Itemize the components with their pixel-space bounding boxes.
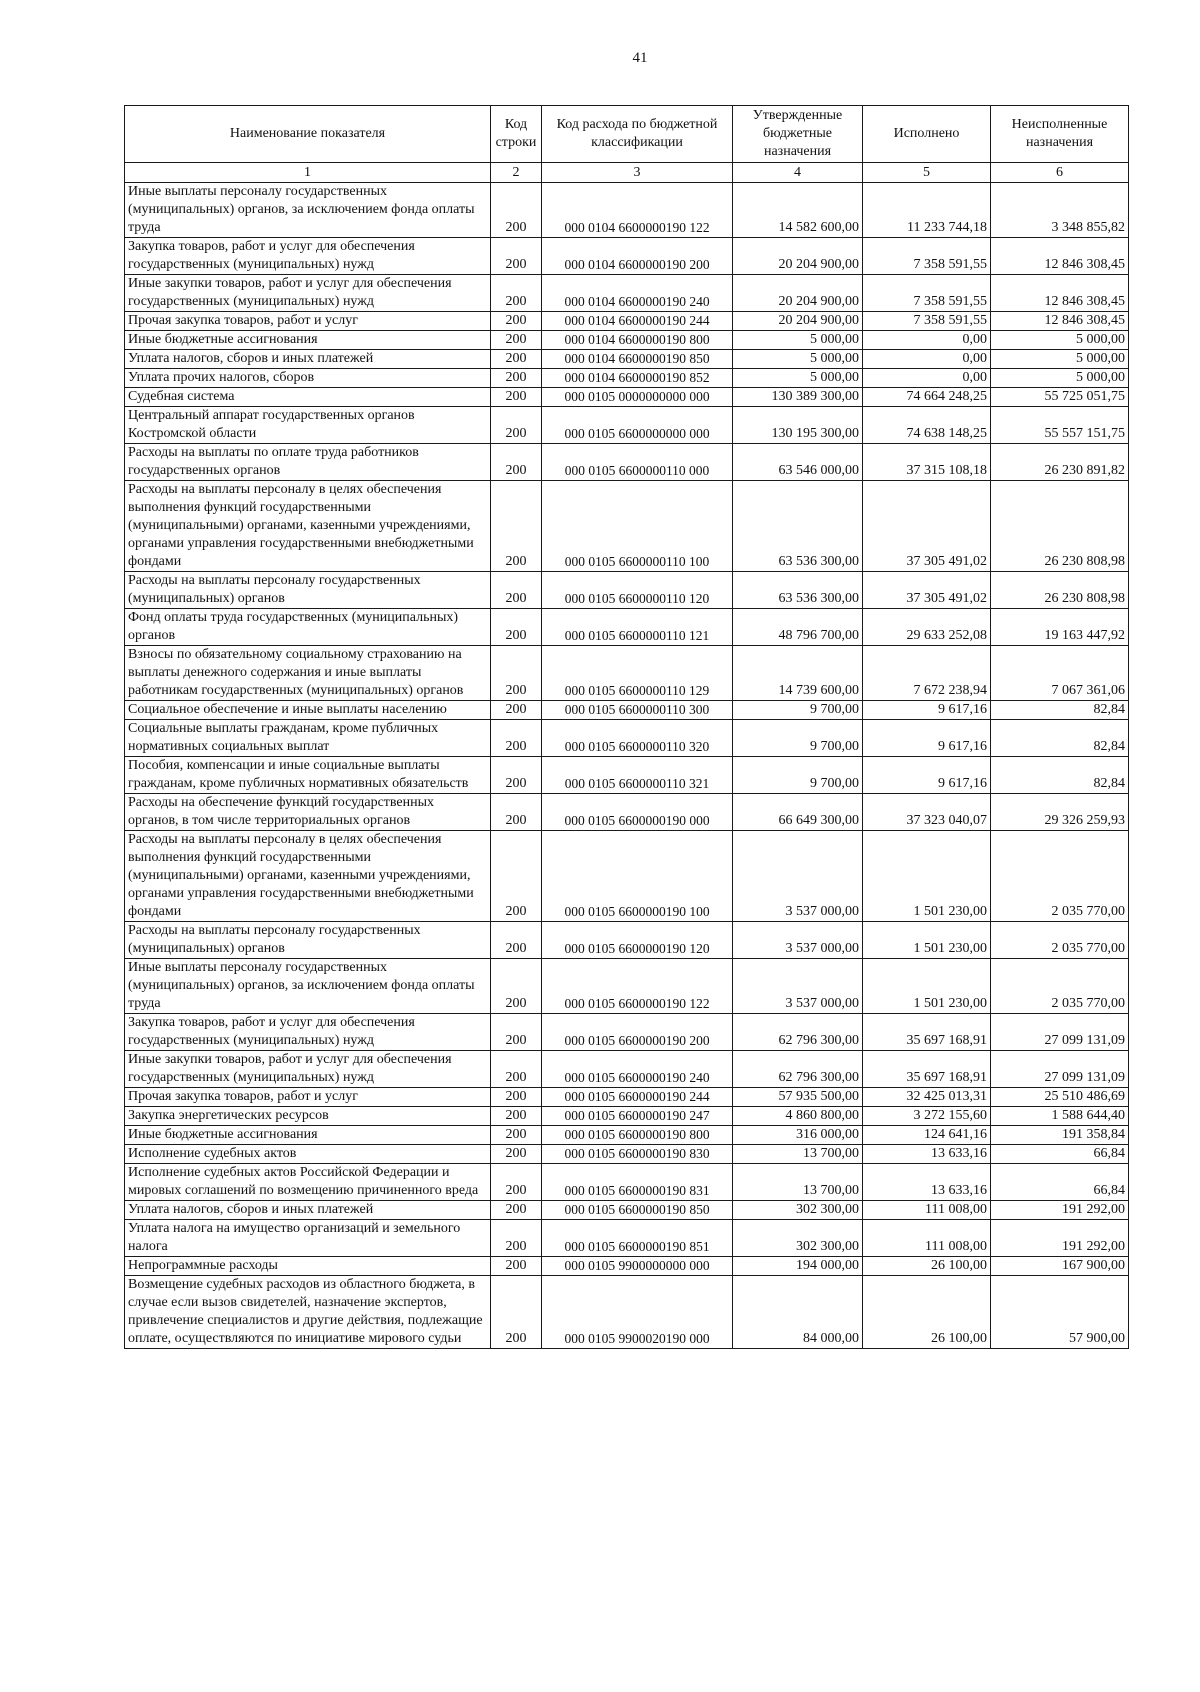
row-name: Центральный аппарат государственных органов Костромской области [125, 407, 491, 444]
row-name: Иные бюджетные ассигнования [125, 1126, 491, 1145]
row-approved: 62 796 300,00 [733, 1014, 863, 1051]
table-row [125, 922, 1129, 959]
row-line-code: 200 [491, 331, 542, 350]
row-approved: 194 000,00 [733, 1257, 863, 1276]
header-budget-code: Код расхода по бюджетной классификации [542, 106, 733, 163]
row-executed: 0,00 [863, 350, 991, 369]
row-budget-code: 000 0105 6600000110 321 [542, 757, 733, 794]
row-budget-code: 000 0105 6600000190 830 [542, 1145, 733, 1164]
row-line-code: 200 [491, 350, 542, 369]
row-budget-code: 000 0104 6600000190 240 [542, 275, 733, 312]
row-executed: 3 272 155,60 [863, 1107, 991, 1126]
table-row [125, 481, 1129, 572]
row-name: Иные бюджетные ассигнования [125, 331, 491, 350]
table-row [125, 794, 1129, 831]
row-unexecuted: 12 846 308,45 [991, 238, 1129, 275]
row-budget-code: 000 0105 0000000000 000 [542, 388, 733, 407]
row-unexecuted: 5 000,00 [991, 331, 1129, 350]
row-unexecuted: 2 035 770,00 [991, 959, 1129, 1014]
table-row [125, 609, 1129, 646]
table-row [125, 1220, 1129, 1257]
row-unexecuted: 7 067 361,06 [991, 646, 1129, 701]
row-approved: 63 536 300,00 [733, 481, 863, 572]
row-approved: 302 300,00 [733, 1220, 863, 1257]
row-name: Иные выплаты персоналу государственных (муниципальных) органов, за исключением фонда оплаты труда [125, 183, 491, 238]
row-name: Судебная система [125, 388, 491, 407]
row-unexecuted: 26 230 891,82 [991, 444, 1129, 481]
row-budget-code: 000 0105 6600000190 122 [542, 959, 733, 1014]
row-approved: 13 700,00 [733, 1145, 863, 1164]
row-unexecuted: 2 035 770,00 [991, 922, 1129, 959]
row-name: Расходы на выплаты персоналу в целях обеспечения выполнения функций государственными (муниципальными) органами, казенными учреждениями, органами управления государственными внебюджетными фондами [125, 831, 491, 922]
row-executed: 7 672 238,94 [863, 646, 991, 701]
row-unexecuted: 82,84 [991, 720, 1129, 757]
row-line-code: 200 [491, 1107, 542, 1126]
table-row [125, 407, 1129, 444]
row-name: Непрограммные расходы [125, 1257, 491, 1276]
row-line-code: 200 [491, 959, 542, 1014]
table-row [125, 959, 1129, 1014]
row-line-code: 200 [491, 646, 542, 701]
row-unexecuted: 29 326 259,93 [991, 794, 1129, 831]
row-unexecuted: 27 099 131,09 [991, 1014, 1129, 1051]
row-approved: 14 739 600,00 [733, 646, 863, 701]
row-unexecuted: 191 358,84 [991, 1126, 1129, 1145]
row-unexecuted: 3 348 855,82 [991, 183, 1129, 238]
header-approved: Утвержденные бюджетные назначения [733, 106, 863, 163]
row-executed: 7 358 591,55 [863, 275, 991, 312]
row-unexecuted: 5 000,00 [991, 369, 1129, 388]
table-row [125, 350, 1129, 369]
row-executed: 1 501 230,00 [863, 831, 991, 922]
row-approved: 5 000,00 [733, 369, 863, 388]
row-executed: 32 425 013,31 [863, 1088, 991, 1107]
row-budget-code: 000 0105 9900000000 000 [542, 1257, 733, 1276]
row-budget-code: 000 0105 6600000190 244 [542, 1088, 733, 1107]
table-row [125, 1126, 1129, 1145]
row-line-code: 200 [491, 572, 542, 609]
row-budget-code: 000 0105 6600000190 851 [542, 1220, 733, 1257]
row-line-code: 200 [491, 1088, 542, 1107]
row-line-code: 200 [491, 1126, 542, 1145]
table-row [125, 1014, 1129, 1051]
row-unexecuted: 26 230 808,98 [991, 481, 1129, 572]
row-executed: 35 697 168,91 [863, 1051, 991, 1088]
row-budget-code: 000 0105 6600000110 300 [542, 701, 733, 720]
row-name: Иные закупки товаров, работ и услуг для обеспечения государственных (муниципальных) нужд [125, 1051, 491, 1088]
row-name: Иные закупки товаров, работ и услуг для обеспечения государственных (муниципальных) нужд [125, 275, 491, 312]
row-approved: 62 796 300,00 [733, 1051, 863, 1088]
row-executed: 7 358 591,55 [863, 312, 991, 331]
row-budget-code: 000 0104 6600000190 122 [542, 183, 733, 238]
row-line-code: 200 [491, 1164, 542, 1201]
row-executed: 37 315 108,18 [863, 444, 991, 481]
table-row [125, 1088, 1129, 1107]
header-unexecuted: Неисполненные назначения [991, 106, 1129, 163]
row-line-code: 200 [491, 1201, 542, 1220]
row-name: Закупка товаров, работ и услуг для обеспечения государственных (муниципальных) нужд [125, 1014, 491, 1051]
row-line-code: 200 [491, 720, 542, 757]
row-line-code: 200 [491, 831, 542, 922]
row-approved: 84 000,00 [733, 1276, 863, 1349]
row-name: Уплата прочих налогов, сборов [125, 369, 491, 388]
row-executed: 0,00 [863, 369, 991, 388]
row-budget-code: 000 0105 6600000190 800 [542, 1126, 733, 1145]
row-name: Расходы на выплаты персоналу в целях обеспечения выполнения функций государственными (муниципальными) органами, казенными учреждениями, органами управления государственными внебюджетными фондами [125, 481, 491, 572]
row-name: Фонд оплаты труда государственных (муниципальных) органов [125, 609, 491, 646]
row-executed: 35 697 168,91 [863, 1014, 991, 1051]
row-unexecuted: 12 846 308,45 [991, 275, 1129, 312]
budget-execution-table [124, 105, 1129, 1349]
row-unexecuted: 167 900,00 [991, 1257, 1129, 1276]
column-number: 6 [991, 163, 1129, 183]
row-approved: 130 195 300,00 [733, 407, 863, 444]
row-line-code: 200 [491, 1014, 542, 1051]
row-approved: 3 537 000,00 [733, 831, 863, 922]
table-row [125, 572, 1129, 609]
row-name: Расходы на выплаты по оплате труда работников государственных органов [125, 444, 491, 481]
row-approved: 5 000,00 [733, 350, 863, 369]
table-row [125, 1145, 1129, 1164]
table-row [125, 444, 1129, 481]
table-row [125, 701, 1129, 720]
row-approved: 302 300,00 [733, 1201, 863, 1220]
row-budget-code: 000 0105 6600000000 000 [542, 407, 733, 444]
table-row [125, 831, 1129, 922]
row-executed: 74 664 248,25 [863, 388, 991, 407]
table-row [125, 1276, 1129, 1349]
row-executed: 9 617,16 [863, 757, 991, 794]
row-unexecuted: 12 846 308,45 [991, 312, 1129, 331]
row-budget-code: 000 0105 6600000190 100 [542, 831, 733, 922]
table-row [125, 312, 1129, 331]
row-unexecuted: 26 230 808,98 [991, 572, 1129, 609]
table-row [125, 369, 1129, 388]
row-unexecuted: 19 163 447,92 [991, 609, 1129, 646]
row-name: Прочая закупка товаров, работ и услуг [125, 1088, 491, 1107]
row-name: Расходы на обеспечение функций государственных органов, в том числе территориальных органов [125, 794, 491, 831]
column-number: 1 [125, 163, 491, 183]
row-name: Пособия, компенсации и иные социальные выплаты гражданам, кроме публичных нормативных обязательств [125, 757, 491, 794]
row-name: Закупка товаров, работ и услуг для обеспечения государственных (муниципальных) нужд [125, 238, 491, 275]
table-row [125, 646, 1129, 701]
row-name: Уплата налогов, сборов и иных платежей [125, 1201, 491, 1220]
row-approved: 63 546 000,00 [733, 444, 863, 481]
table-row [125, 720, 1129, 757]
row-name: Расходы на выплаты персоналу государственных (муниципальных) органов [125, 572, 491, 609]
row-budget-code: 000 0105 6600000110 320 [542, 720, 733, 757]
row-unexecuted: 82,84 [991, 757, 1129, 794]
row-unexecuted: 5 000,00 [991, 350, 1129, 369]
row-line-code: 200 [491, 183, 542, 238]
table-row [125, 1257, 1129, 1276]
row-budget-code: 000 0104 6600000190 244 [542, 312, 733, 331]
row-approved: 63 536 300,00 [733, 572, 863, 609]
row-approved: 4 860 800,00 [733, 1107, 863, 1126]
row-budget-code: 000 0105 6600000110 000 [542, 444, 733, 481]
column-number: 3 [542, 163, 733, 183]
column-number: 5 [863, 163, 991, 183]
row-approved: 130 389 300,00 [733, 388, 863, 407]
row-approved: 48 796 700,00 [733, 609, 863, 646]
row-line-code: 200 [491, 757, 542, 794]
row-unexecuted: 25 510 486,69 [991, 1088, 1129, 1107]
row-unexecuted: 55 725 051,75 [991, 388, 1129, 407]
table-row [125, 275, 1129, 312]
row-unexecuted: 191 292,00 [991, 1201, 1129, 1220]
row-unexecuted: 27 099 131,09 [991, 1051, 1129, 1088]
row-executed: 13 633,16 [863, 1164, 991, 1201]
row-unexecuted: 1 588 644,40 [991, 1107, 1129, 1126]
row-approved: 9 700,00 [733, 701, 863, 720]
row-unexecuted: 2 035 770,00 [991, 831, 1129, 922]
row-name: Закупка энергетических ресурсов [125, 1107, 491, 1126]
row-executed: 111 008,00 [863, 1201, 991, 1220]
row-approved: 14 582 600,00 [733, 183, 863, 238]
row-line-code: 200 [491, 1051, 542, 1088]
row-line-code: 200 [491, 794, 542, 831]
column-number: 2 [491, 163, 542, 183]
table-row [125, 1051, 1129, 1088]
header-executed: Исполнено [863, 106, 991, 163]
table-row [125, 1164, 1129, 1201]
row-name: Прочая закупка товаров, работ и услуг [125, 312, 491, 331]
row-unexecuted: 66,84 [991, 1145, 1129, 1164]
row-budget-code: 000 0105 9900020190 000 [542, 1276, 733, 1349]
row-budget-code: 000 0105 6600000190 000 [542, 794, 733, 831]
row-approved: 316 000,00 [733, 1126, 863, 1145]
row-line-code: 200 [491, 922, 542, 959]
row-budget-code: 000 0105 6600000110 120 [542, 572, 733, 609]
row-line-code: 200 [491, 312, 542, 331]
row-executed: 9 617,16 [863, 701, 991, 720]
row-executed: 37 305 491,02 [863, 481, 991, 572]
row-executed: 11 233 744,18 [863, 183, 991, 238]
row-line-code: 200 [491, 701, 542, 720]
row-unexecuted: 191 292,00 [991, 1220, 1129, 1257]
row-line-code: 200 [491, 609, 542, 646]
column-number: 4 [733, 163, 863, 183]
row-unexecuted: 66,84 [991, 1164, 1129, 1201]
row-budget-code: 000 0104 6600000190 800 [542, 331, 733, 350]
row-line-code: 200 [491, 1276, 542, 1349]
row-executed: 37 323 040,07 [863, 794, 991, 831]
row-line-code: 200 [491, 369, 542, 388]
table-row [125, 757, 1129, 794]
row-line-code: 200 [491, 238, 542, 275]
row-budget-code: 000 0105 6600000190 240 [542, 1051, 733, 1088]
row-approved: 57 935 500,00 [733, 1088, 863, 1107]
table-row [125, 238, 1129, 275]
row-executed: 1 501 230,00 [863, 959, 991, 1014]
row-name: Иные выплаты персоналу государственных (муниципальных) органов, за исключением фонда оплаты труда [125, 959, 491, 1014]
row-name: Исполнение судебных актов Российской Федерации и мировых соглашений по возмещению причиненного вреда [125, 1164, 491, 1201]
row-name: Взносы по обязательному социальному страхованию на выплаты денежного содержания и иные выплаты работникам государственных (муниципальных) органов [125, 646, 491, 701]
row-approved: 3 537 000,00 [733, 959, 863, 1014]
row-budget-code: 000 0104 6600000190 850 [542, 350, 733, 369]
row-approved: 20 204 900,00 [733, 312, 863, 331]
row-line-code: 200 [491, 1220, 542, 1257]
row-name: Расходы на выплаты персоналу государственных (муниципальных) органов [125, 922, 491, 959]
row-budget-code: 000 0105 6600000110 121 [542, 609, 733, 646]
row-budget-code: 000 0105 6600000190 247 [542, 1107, 733, 1126]
row-executed: 111 008,00 [863, 1220, 991, 1257]
row-executed: 37 305 491,02 [863, 572, 991, 609]
table-row [125, 1107, 1129, 1126]
row-executed: 26 100,00 [863, 1276, 991, 1349]
row-executed: 1 501 230,00 [863, 922, 991, 959]
row-executed: 29 633 252,08 [863, 609, 991, 646]
row-approved: 3 537 000,00 [733, 922, 863, 959]
row-name: Уплата налогов, сборов и иных платежей [125, 350, 491, 369]
row-name: Уплата налога на имущество организаций и земельного налога [125, 1220, 491, 1257]
row-line-code: 200 [491, 407, 542, 444]
row-approved: 66 649 300,00 [733, 794, 863, 831]
row-executed: 26 100,00 [863, 1257, 991, 1276]
row-approved: 9 700,00 [733, 720, 863, 757]
row-name: Социальные выплаты гражданам, кроме публичных нормативных социальных выплат [125, 720, 491, 757]
row-executed: 13 633,16 [863, 1145, 991, 1164]
row-budget-code: 000 0105 6600000190 831 [542, 1164, 733, 1201]
row-line-code: 200 [491, 481, 542, 572]
row-line-code: 200 [491, 1257, 542, 1276]
row-executed: 124 641,16 [863, 1126, 991, 1145]
table-row [125, 183, 1129, 238]
table-row [125, 388, 1129, 407]
table-row [125, 331, 1129, 350]
row-executed: 9 617,16 [863, 720, 991, 757]
page-number: 41 [632, 50, 648, 66]
row-approved: 20 204 900,00 [733, 238, 863, 275]
row-budget-code: 000 0104 6600000190 852 [542, 369, 733, 388]
row-unexecuted: 82,84 [991, 701, 1129, 720]
table-body [125, 183, 1129, 1349]
row-executed: 0,00 [863, 331, 991, 350]
row-name: Исполнение судебных актов [125, 1145, 491, 1164]
row-approved: 5 000,00 [733, 331, 863, 350]
row-name: Социальное обеспечение и иные выплаты населению [125, 701, 491, 720]
row-line-code: 200 [491, 444, 542, 481]
table-row [125, 1201, 1129, 1220]
header-line-code: Код строки [491, 106, 542, 163]
row-executed: 7 358 591,55 [863, 238, 991, 275]
row-budget-code: 000 0105 6600000110 129 [542, 646, 733, 701]
row-budget-code: 000 0105 6600000190 850 [542, 1201, 733, 1220]
header-name: Наименование показателя [125, 106, 491, 163]
row-line-code: 200 [491, 275, 542, 312]
row-budget-code: 000 0105 6600000190 120 [542, 922, 733, 959]
row-approved: 9 700,00 [733, 757, 863, 794]
row-executed: 74 638 148,25 [863, 407, 991, 444]
row-line-code: 200 [491, 388, 542, 407]
row-approved: 20 204 900,00 [733, 275, 863, 312]
row-name: Возмещение судебных расходов из областного бюджета, в случае если вызов свидетелей, назначение экспертов, привлечение специалистов и другие действия, подлежащие оплате, осуществляются по инициативе мирового судьи [125, 1276, 491, 1349]
row-unexecuted: 57 900,00 [991, 1276, 1129, 1349]
row-line-code: 200 [491, 1145, 542, 1164]
row-budget-code: 000 0105 6600000190 200 [542, 1014, 733, 1051]
row-approved: 13 700,00 [733, 1164, 863, 1201]
row-budget-code: 000 0104 6600000190 200 [542, 238, 733, 275]
row-budget-code: 000 0105 6600000110 100 [542, 481, 733, 572]
row-unexecuted: 55 557 151,75 [991, 407, 1129, 444]
